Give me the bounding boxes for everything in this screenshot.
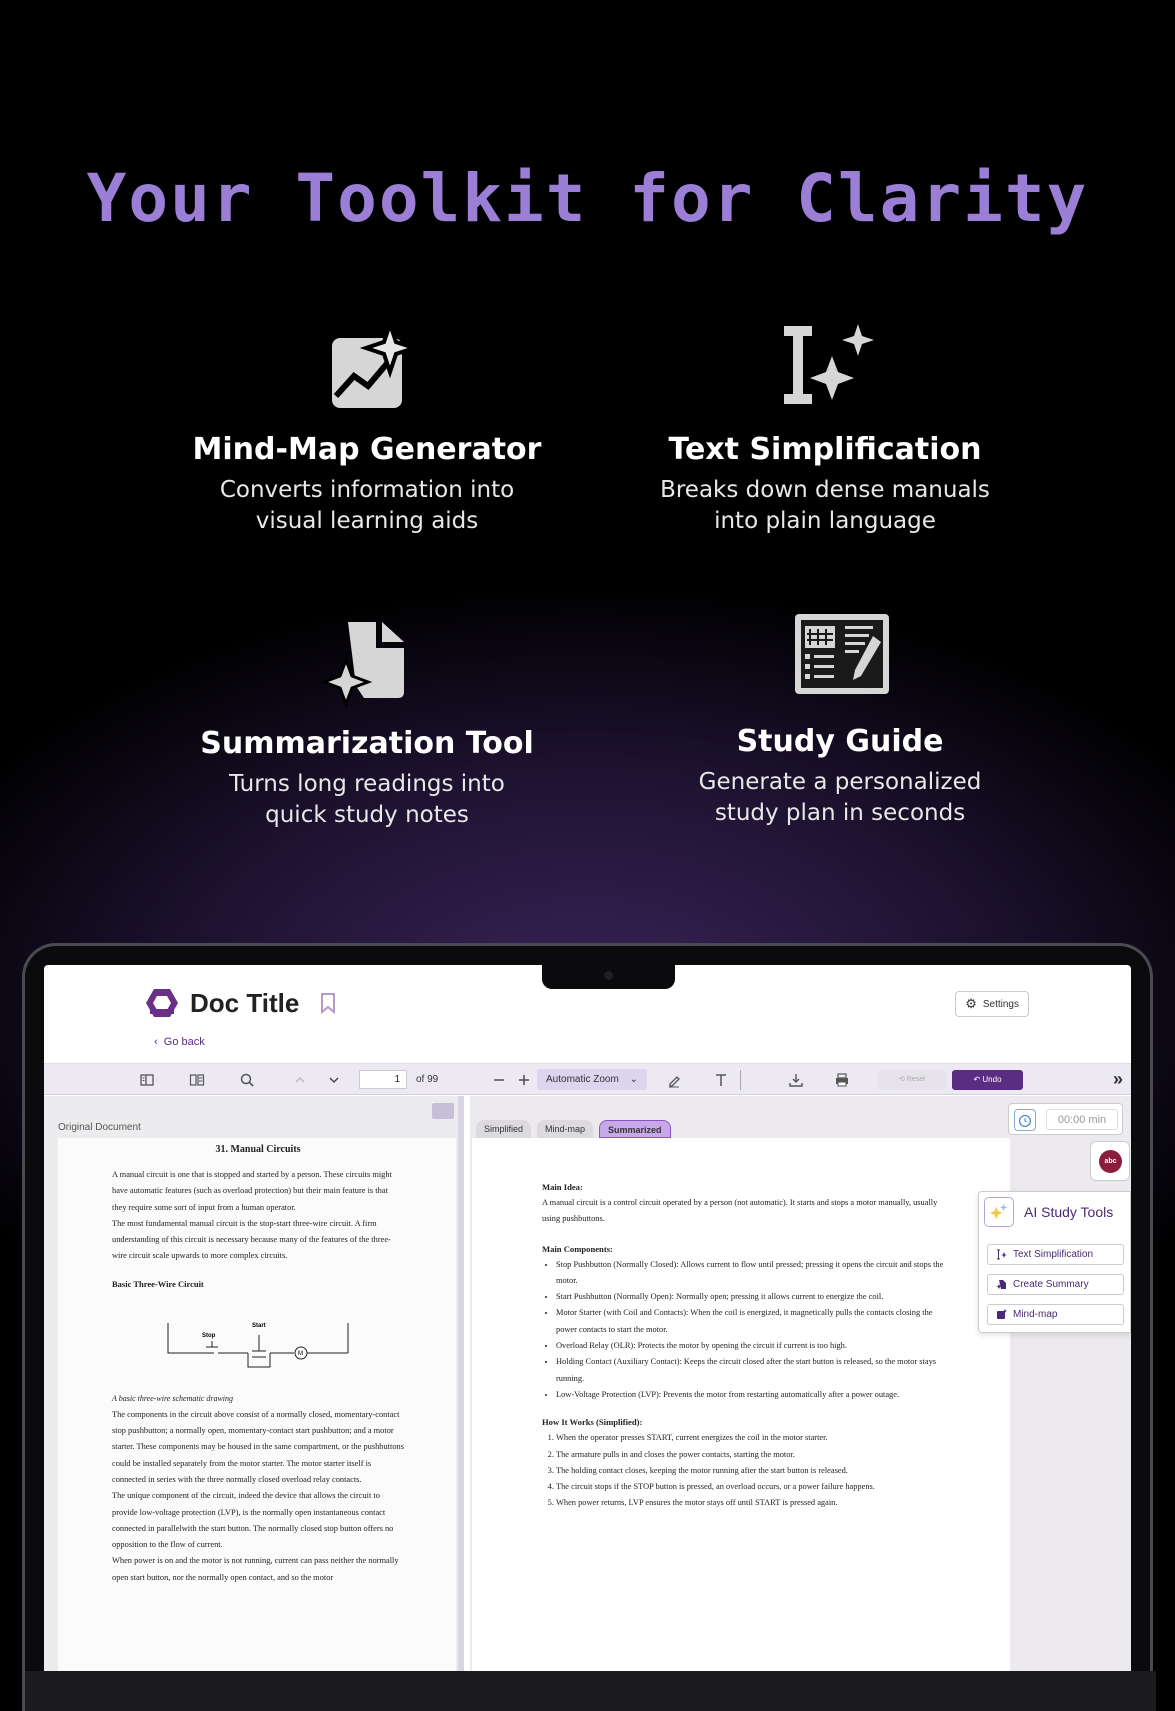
tab-simplified[interactable]: Simplified <box>476 1120 531 1138</box>
undo-icon: ↶ <box>973 1075 981 1084</box>
spellcheck-button[interactable] <box>1090 1141 1130 1181</box>
go-back-link[interactable]: ‹ Go back <box>154 1036 205 1048</box>
pdf-toolbar <box>44 1063 1131 1095</box>
ai-item-label: Mind-map <box>1013 1309 1058 1320</box>
search-icon[interactable] <box>239 1070 255 1090</box>
list-item: 3. The holding contact closes, keeping the motor running after the start button is released. <box>556 1463 950 1479</box>
main-idea-text: A manual circuit is a control circuit operated by a person (not automatic). It starts and stops a motor manually, usually using pushbuttons. <box>542 1198 938 1224</box>
reset-icon: ⟲ <box>898 1076 905 1083</box>
document-subheading: Basic Three-Wire Circuit <box>112 1278 204 1289</box>
doc-title: Doc Title <box>190 987 300 1018</box>
output-pane <box>470 1096 1131 1671</box>
chevron-up-icon[interactable] <box>292 1070 308 1090</box>
laptop-base <box>25 1671 1156 1711</box>
study-book-icon <box>785 612 895 712</box>
chevron-down-icon: ⌄ <box>629 1074 638 1085</box>
gear-icon: ⚙ <box>965 996 977 1011</box>
app-screen <box>44 965 1131 1671</box>
feature-title: Text Simplification <box>668 432 982 467</box>
output-tabs <box>476 1120 671 1138</box>
undo-label: Undo <box>982 1075 1002 1084</box>
laptop-mockup <box>22 943 1153 1711</box>
list-item: • Stop Pushbutton (Normally Closed): Allows current to flow until pressed; pressing it opens the circuit and stops the motor. <box>556 1257 950 1290</box>
zoom-in-icon[interactable] <box>516 1070 532 1090</box>
alarm-clock-icon[interactable] <box>1014 1109 1036 1131</box>
main-idea-heading: Main Idea: <box>542 1182 583 1192</box>
ai-item-label: Text Simplification <box>1013 1249 1094 1260</box>
zoom-out-icon[interactable] <box>491 1070 507 1090</box>
document-sparkle-icon <box>312 614 422 714</box>
reset-label: Reset <box>906 1076 926 1083</box>
text-tool-icon[interactable] <box>713 1070 729 1090</box>
hero-title: Your Toolkit for Clarity <box>86 160 1089 237</box>
document-paragraph: The most fundamental manual circuit is the stop-start three-wire circuit. A firm understanding of this circuit is necessary because many of the features of the three-wire circuit scale upwards to more complex circuits. <box>112 1218 391 1261</box>
schematic-drawing <box>166 1313 366 1373</box>
undo-button[interactable] <box>952 1070 1023 1090</box>
components-heading: Main Components: <box>542 1243 613 1254</box>
document-sparkle-icon <box>996 1279 1007 1290</box>
schematic-label-motor: M <box>298 1350 303 1357</box>
settings-label: Settings <box>982 998 1019 1010</box>
ai-mind-map-button[interactable] <box>987 1304 1124 1325</box>
list-item: • Holding Contact (Auxiliary Contact): Keeps the circuit closed after the start button is released, so the motor stays running. <box>556 1354 950 1387</box>
feature-text-simplification <box>615 320 1035 537</box>
schematic-label-stop: Stop <box>202 1332 216 1339</box>
schematic-label-start: Start <box>252 1322 266 1329</box>
chevron-down-icon[interactable] <box>326 1070 342 1090</box>
components-list <box>542 1257 950 1404</box>
list-item: 4. The circuit stops if the STOP button is pressed, an overload occurs, or a power failure happens. <box>556 1479 950 1495</box>
sidebar-toggle-icon[interactable] <box>139 1070 155 1090</box>
feature-mind-map <box>157 320 577 537</box>
bookmark-icon[interactable] <box>319 992 337 1014</box>
feature-desc: Converts information into <box>219 477 515 503</box>
highlight-pen-icon[interactable] <box>666 1070 682 1090</box>
steps-list <box>542 1430 950 1511</box>
timer-value[interactable]: 00:00 min <box>1046 1109 1118 1130</box>
toolbar-divider <box>740 1070 741 1090</box>
go-back-label: Go back <box>163 1036 205 1048</box>
ai-text-simplification-button[interactable] <box>987 1244 1124 1265</box>
document-paragraph: A manual circuit is one that is stopped and started by a person. These circuits might have automatic features (such as overload protection) but their main feature is that they require some sort of input from a human operator. <box>112 1170 392 1212</box>
double-chevron-right-icon[interactable]: » <box>1112 1069 1123 1089</box>
split-view-icon[interactable] <box>189 1070 205 1090</box>
summary-page <box>472 1138 1010 1671</box>
tab-summarized[interactable]: Summarized <box>599 1120 671 1138</box>
feature-desc: Turns long readings into <box>229 771 505 797</box>
logo-icon <box>144 987 180 1019</box>
reset-button[interactable] <box>878 1070 946 1090</box>
list-item: • Motor Starter (with Coil and Contacts): When the coil is energized, it magnetically pulls the contacts closing the power contacts to start the motor. <box>556 1305 950 1338</box>
ai-study-tools-panel <box>978 1191 1131 1333</box>
feature-summarization <box>157 614 577 831</box>
feature-desc: into plain language <box>714 508 936 534</box>
list-item: 1. When the operator presses START, current energizes the coil in the motor starter. <box>556 1430 950 1446</box>
list-item: • Overload Relay (OLR): Protects the motor by opening the circuit if current is too high. <box>556 1338 950 1354</box>
collapse-panel-icon[interactable] <box>432 1103 454 1119</box>
document-paragraph: When power is on and the motor is not running, current can pass neither the normally open start button, nor the normally open contact, and so the motor <box>112 1556 399 1582</box>
ai-item-label: Create Summary <box>1013 1279 1089 1290</box>
document-paragraph: The components in the circuit above consist of a normally closed, momentary-contact stop pushbutton; a normally open, momentary-contact start pushbutton; and a motor starter. These components may be housed in the same compartment, or the pushbuttons could be installed separately from the motor starter. The motor starter itself is connected in series with the three normally closed overload relay contacts. <box>112 1409 404 1484</box>
how-it-works-heading: How It Works (Simplified): <box>542 1417 643 1428</box>
feature-desc: visual learning aids <box>255 508 479 534</box>
feature-desc: Generate a personalized <box>698 769 982 795</box>
feature-title: Mind-Map Generator <box>192 432 542 467</box>
feature-title: Summarization Tool <box>200 726 534 761</box>
ai-tools-title: AI Study Tools <box>1024 1204 1114 1220</box>
settings-button[interactable] <box>955 991 1029 1017</box>
tab-mind-map[interactable]: Mind-map <box>537 1120 593 1138</box>
page-count: of 99 <box>416 1074 439 1085</box>
zoom-select[interactable] <box>537 1069 647 1090</box>
page-number-input[interactable]: 1 <box>359 1070 407 1089</box>
schematic-caption: A basic three-wire schematic drawing <box>112 1393 234 1403</box>
camera-notch <box>542 965 675 989</box>
zoom-value: Automatic Zoom <box>546 1074 619 1085</box>
list-item: • Start Pushbutton (Normally Open): Normally open; pressing it allows current to energize the coil. <box>556 1289 950 1305</box>
chart-sparkle-icon <box>996 1309 1007 1320</box>
feature-desc: quick study notes <box>265 802 469 828</box>
list-item: 2. The armature pulls in and closes the power contacts, starting the motor. <box>556 1447 950 1463</box>
document-page <box>58 1138 456 1671</box>
original-document-label: Original Document <box>58 1122 141 1133</box>
document-paragraph: The unique component of the circuit, indeed the device that allows the circuit to provide low-voltage protection (LVP), is the normally open instantaneous contact connected in parallelwith the start button. The normally closed stop button offers no opposition to the flow of current. <box>112 1491 394 1550</box>
document-heading: 31. Manual Circuits <box>215 1144 301 1155</box>
ai-create-summary-button[interactable] <box>987 1274 1124 1295</box>
brand <box>144 987 337 1019</box>
text-sparkle-icon <box>996 1249 1007 1260</box>
abc-icon: abc <box>1099 1150 1122 1173</box>
study-timer <box>1008 1103 1123 1135</box>
sparkle-icon <box>984 1197 1014 1227</box>
feature-desc: Breaks down dense manuals <box>660 477 990 503</box>
feature-title: Study Guide <box>736 724 944 759</box>
print-icon[interactable] <box>834 1070 850 1090</box>
list-item: 5. When power returns, LVP ensures the motor stays off until START is pressed again. <box>556 1495 950 1511</box>
chart-sparkle-icon <box>312 320 422 420</box>
feature-study-guide <box>630 612 1050 829</box>
text-sparkle-icon <box>770 320 880 420</box>
feature-desc: study plan in seconds <box>714 800 966 826</box>
list-item: • Low-Voltage Protection (LVP): Prevents the motor from restarting automatically after a power outage. <box>556 1387 950 1403</box>
original-document-pane <box>44 1096 464 1671</box>
download-icon[interactable] <box>788 1070 804 1090</box>
